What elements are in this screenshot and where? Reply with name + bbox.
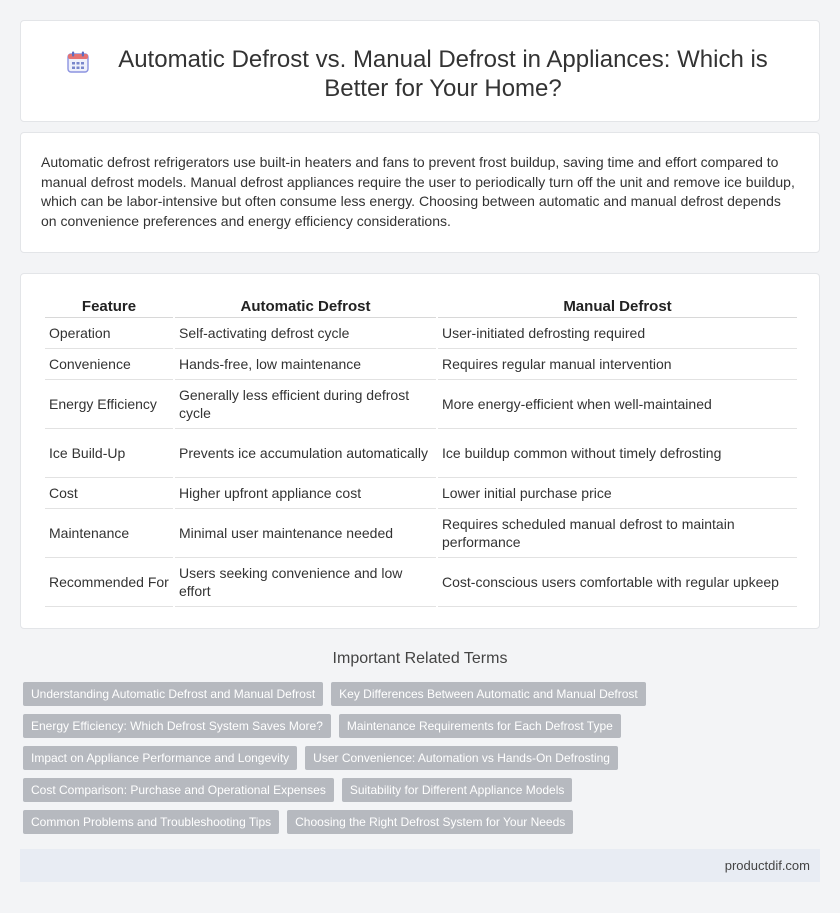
cell-manual: More energy-efficient when well-maintained xyxy=(438,380,797,429)
footer xyxy=(20,849,820,882)
cell-feature: Maintenance xyxy=(45,509,173,558)
comparison-table xyxy=(43,292,799,607)
cell-feature: Operation xyxy=(45,318,173,349)
related-terms-list xyxy=(23,682,823,842)
related-term-link[interactable]: Common Problems and Troubleshooting Tips xyxy=(23,810,279,834)
column-header-automatic: Automatic Defrost xyxy=(175,292,436,318)
cell-feature: Ice Build-Up xyxy=(45,429,173,478)
table-row xyxy=(45,478,797,509)
table-header-row xyxy=(45,292,797,318)
related-terms-heading: Important Related Terms xyxy=(332,650,508,667)
cell-automatic: Minimal user maintenance needed xyxy=(175,509,436,558)
related-term-link[interactable]: Suitability for Different Appliance Models xyxy=(342,778,573,802)
cell-feature: Convenience xyxy=(45,349,173,380)
cell-automatic: Higher upfront appliance cost xyxy=(175,478,436,509)
intro-card xyxy=(20,132,820,253)
table-row xyxy=(45,318,797,349)
related-term-link[interactable]: Choosing the Right Defrost System for Your Needs xyxy=(287,810,573,834)
cell-manual: Lower initial purchase price xyxy=(438,478,797,509)
tag-row xyxy=(23,746,823,770)
calendar-icon xyxy=(67,51,89,73)
cell-feature: Energy Efficiency xyxy=(45,380,173,429)
cell-automatic: Hands-free, low maintenance xyxy=(175,349,436,380)
cell-automatic: Self-activating defrost cycle xyxy=(175,318,436,349)
table-row xyxy=(45,380,797,429)
table-row xyxy=(45,558,797,607)
tag-row xyxy=(23,714,823,738)
related-term-link[interactable]: Impact on Appliance Performance and Longevity xyxy=(23,746,297,770)
cell-automatic: Users seeking convenience and low effort xyxy=(175,558,436,607)
comparison-table-card xyxy=(20,273,820,629)
tag-row xyxy=(23,810,823,834)
page-title: Automatic Defrost vs. Manual Defrost in Appliances: Which is Better for Your Home? xyxy=(118,46,768,102)
header-card xyxy=(20,20,820,122)
cell-feature: Recommended For xyxy=(45,558,173,607)
table-row xyxy=(45,509,797,558)
related-term-link[interactable]: Key Differences Between Automatic and Manual Defrost xyxy=(331,682,646,706)
table-row xyxy=(45,429,797,478)
cell-automatic: Generally less efficient during defrost cycle xyxy=(175,380,436,429)
related-term-link[interactable]: Cost Comparison: Purchase and Operational Expenses xyxy=(23,778,334,802)
cell-manual: Cost-conscious users comfortable with regular upkeep xyxy=(438,558,797,607)
table-row xyxy=(45,349,797,380)
cell-feature: Cost xyxy=(45,478,173,509)
cell-manual: Requires scheduled manual defrost to maintain performance xyxy=(438,509,797,558)
related-term-link[interactable]: User Convenience: Automation vs Hands-On Defrosting xyxy=(305,746,618,770)
cell-manual: Requires regular manual intervention xyxy=(438,349,797,380)
cell-manual: User-initiated defrosting required xyxy=(438,318,797,349)
related-term-link[interactable]: Maintenance Requirements for Each Defrost Type xyxy=(339,714,621,738)
tag-row xyxy=(23,682,823,706)
cell-automatic: Prevents ice accumulation automatically xyxy=(175,429,436,478)
intro-text: Automatic defrost refrigerators use built-in heaters and fans to prevent frost buildup, saving time and effort compared to manual defrost models. Manual defrost appliances require the user to periodically turn off the unit and remove ice buildup, which can be labor-intensive but often consume less energy. Choosing between automatic and manual defrost depends on convenience preferences and energy efficiency considerations. xyxy=(41,154,795,229)
related-term-link[interactable]: Energy Efficiency: Which Defrost System Saves More? xyxy=(23,714,331,738)
column-header-manual: Manual Defrost xyxy=(438,292,797,318)
footer-site-name: productdif.com xyxy=(724,858,810,873)
column-header-feature: Feature xyxy=(45,292,173,318)
related-term-link[interactable]: Understanding Automatic Defrost and Manual Defrost xyxy=(23,682,323,706)
tag-row xyxy=(23,778,823,802)
cell-manual: Ice buildup common without timely defrosting xyxy=(438,429,797,478)
